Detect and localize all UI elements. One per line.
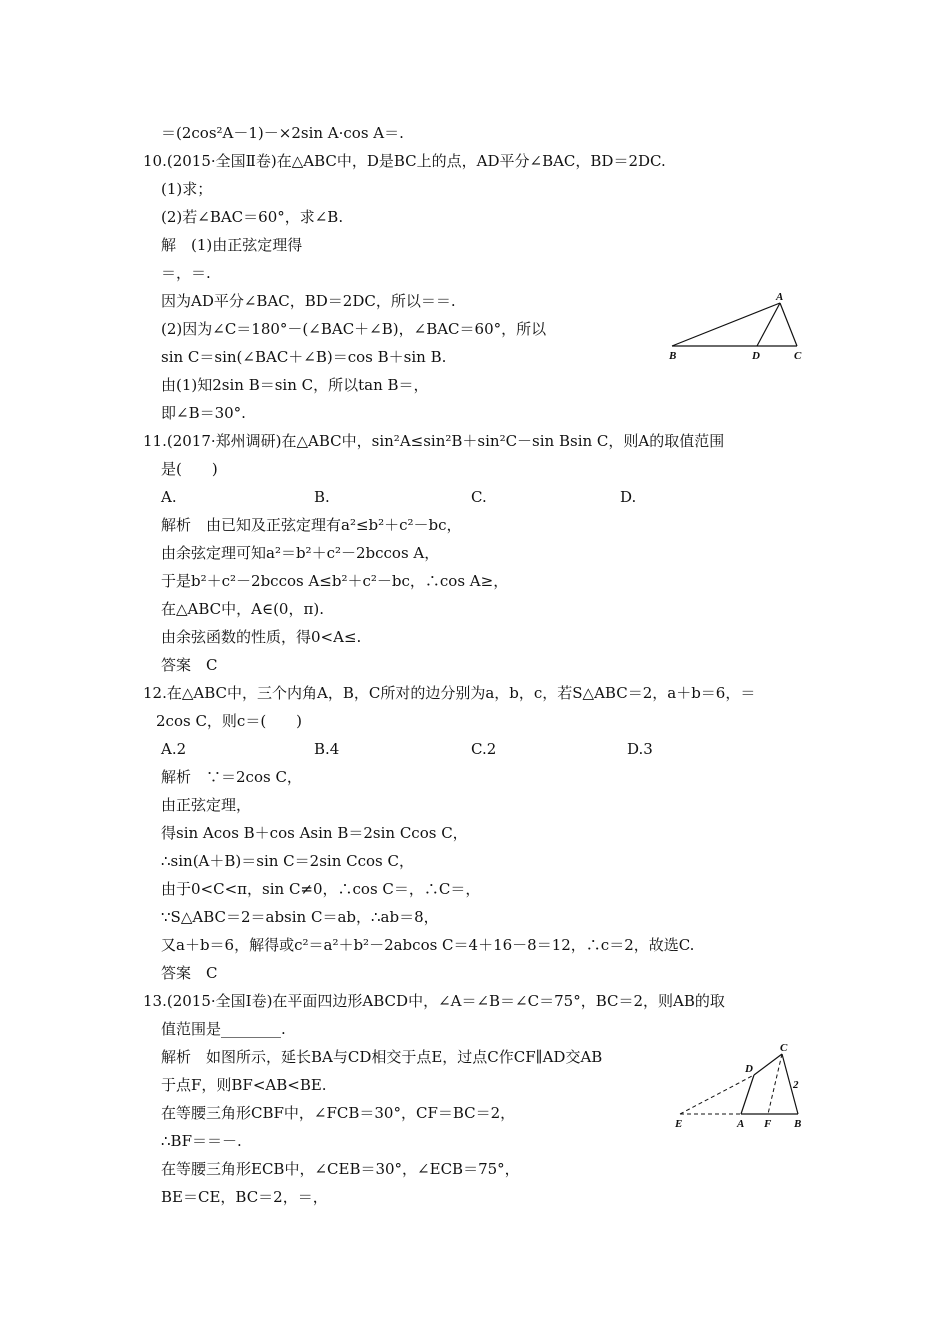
label-f: F — [764, 1118, 772, 1130]
text-line: ＝(2cos²A－1)－×2sin A·cos A＝. — [161, 124, 404, 142]
label-b: B — [794, 1118, 802, 1130]
segment-ac — [780, 303, 797, 346]
text-line: 解析 如图所示，延长BA与CD相交于点E，过点C作CF∥AD交AB — [161, 1048, 603, 1066]
text-line: ∵S△ABC＝2＝absin C＝ab，∴ab＝8， — [161, 908, 439, 926]
text-line: 解析 ∵＝2cos C， — [161, 768, 302, 786]
text-line: 值范围是________. — [161, 1020, 286, 1038]
question-11-stem: 11.(2017·郑州调研)在△ABC中，sin²A≤sin²B＋sin²C－sin Bsin C，则A的取值范围 — [143, 432, 725, 450]
label-d: D — [745, 1063, 753, 1075]
text-line: 于点F，则BF<AB<BE. — [161, 1076, 327, 1094]
label-a: A — [776, 291, 784, 303]
question-12-stem: 12.在△ABC中，三个内角A，B，C所对的边分别为a，b，c，若S△ABC＝2，a＋b＝6，＝ — [143, 684, 756, 702]
text-line: 由正弦定理， — [161, 796, 252, 814]
text-line: 2cos C，则c＝( ) — [156, 712, 303, 730]
q12-option-a: A.2 — [161, 740, 187, 758]
label-a: A — [737, 1118, 745, 1130]
text-line: 因为AD平分∠BAC，BD＝2DC，所以＝＝. — [161, 292, 456, 310]
text-line: 又a＋b＝6，解得或c²＝a²＋b²－2abcos C＝4＋16－8＝12，∴c＝2，故选C. — [161, 936, 695, 954]
answer-line: 答案 C — [161, 656, 218, 674]
text-line: (2)若∠BAC＝60°，求∠B. — [161, 208, 344, 226]
q11-option-a: A. — [161, 488, 177, 506]
label-e: E — [675, 1118, 683, 1130]
label-c: C — [780, 1042, 788, 1054]
q12-option-c: C.2 — [471, 740, 497, 758]
label-c: C — [794, 350, 802, 362]
text-line: 即∠B＝30°. — [161, 404, 246, 422]
label-d: D — [752, 350, 760, 362]
text-line: 在△ABC中，A∈(0，π). — [161, 600, 324, 618]
q11-option-d: D. — [620, 488, 637, 506]
text-line: 于是b²＋c²－2bccos A≤b²＋c²－bc，∴cos A≥， — [161, 572, 509, 590]
segment-ba — [672, 303, 780, 346]
text-line: 由余弦定理可知a²＝b²＋c²－2bccos A， — [161, 544, 440, 562]
q11-option-b: B. — [314, 488, 330, 506]
segment-ad — [757, 303, 780, 346]
triangle-figure — [660, 286, 810, 366]
text-line: 由余弦函数的性质，得0<A≤. — [161, 628, 362, 646]
label-bc-length: 2 — [793, 1079, 799, 1091]
q12-option-d: D.3 — [627, 740, 653, 758]
text-line: sin C＝sin(∠BAC＋∠B)＝cos B＋sin B. — [161, 348, 447, 366]
text-line: 得sin Acos B＋cos Asin B＝2sin Ccos C， — [161, 824, 468, 842]
text-line: 由于0<C<π，sin C≠0，∴cos C＝，∴C＝， — [161, 880, 481, 898]
q12-option-b: B.4 — [314, 740, 340, 758]
text-line: 解析 由已知及正弦定理有a²≤b²＋c²－bc， — [161, 516, 462, 534]
q11-option-c: C. — [471, 488, 487, 506]
text-line: (2)因为∠C＝180°－(∠BAC＋∠B)，∠BAC＝60°，所以 — [161, 320, 547, 338]
text-line: ＝，＝. — [161, 264, 211, 282]
text-line: 由(1)知2sin B＝sin C，所以tan B＝， — [161, 376, 429, 394]
text-line: 是( ) — [161, 460, 218, 478]
question-10-stem: 10.(2015·全国Ⅱ卷)在△ABC中，D是BC上的点，AD平分∠BAC，BD＝2DC. — [143, 152, 666, 170]
text-line: BE＝CE，BC＝2，＝， — [161, 1188, 328, 1206]
text-line: 在等腰三角形CBF中，∠FCB＝30°，CF＝BC＝2， — [161, 1104, 516, 1122]
question-13-stem: 13.(2015·全国Ⅰ卷)在平面四边形ABCD中，∠A＝∠B＝∠C＝75°，BC＝2，则AB的取 — [143, 992, 725, 1010]
text-line: ∴sin(A＋B)＝sin C＝2sin Ccos C， — [161, 852, 414, 870]
text-line: 解 (1)由正弦定理得 — [161, 236, 303, 254]
segment-dc — [754, 1054, 782, 1075]
label-b: B — [669, 350, 677, 362]
answer-line: 答案 C — [161, 964, 218, 982]
text-line: (1)求； — [161, 180, 213, 198]
text-line: ∴BF＝＝－. — [161, 1132, 242, 1150]
text-line: 在等腰三角形ECB中，∠CEB＝30°，∠ECB＝75°， — [161, 1160, 520, 1178]
quadrilateral-figure — [668, 1038, 818, 1134]
